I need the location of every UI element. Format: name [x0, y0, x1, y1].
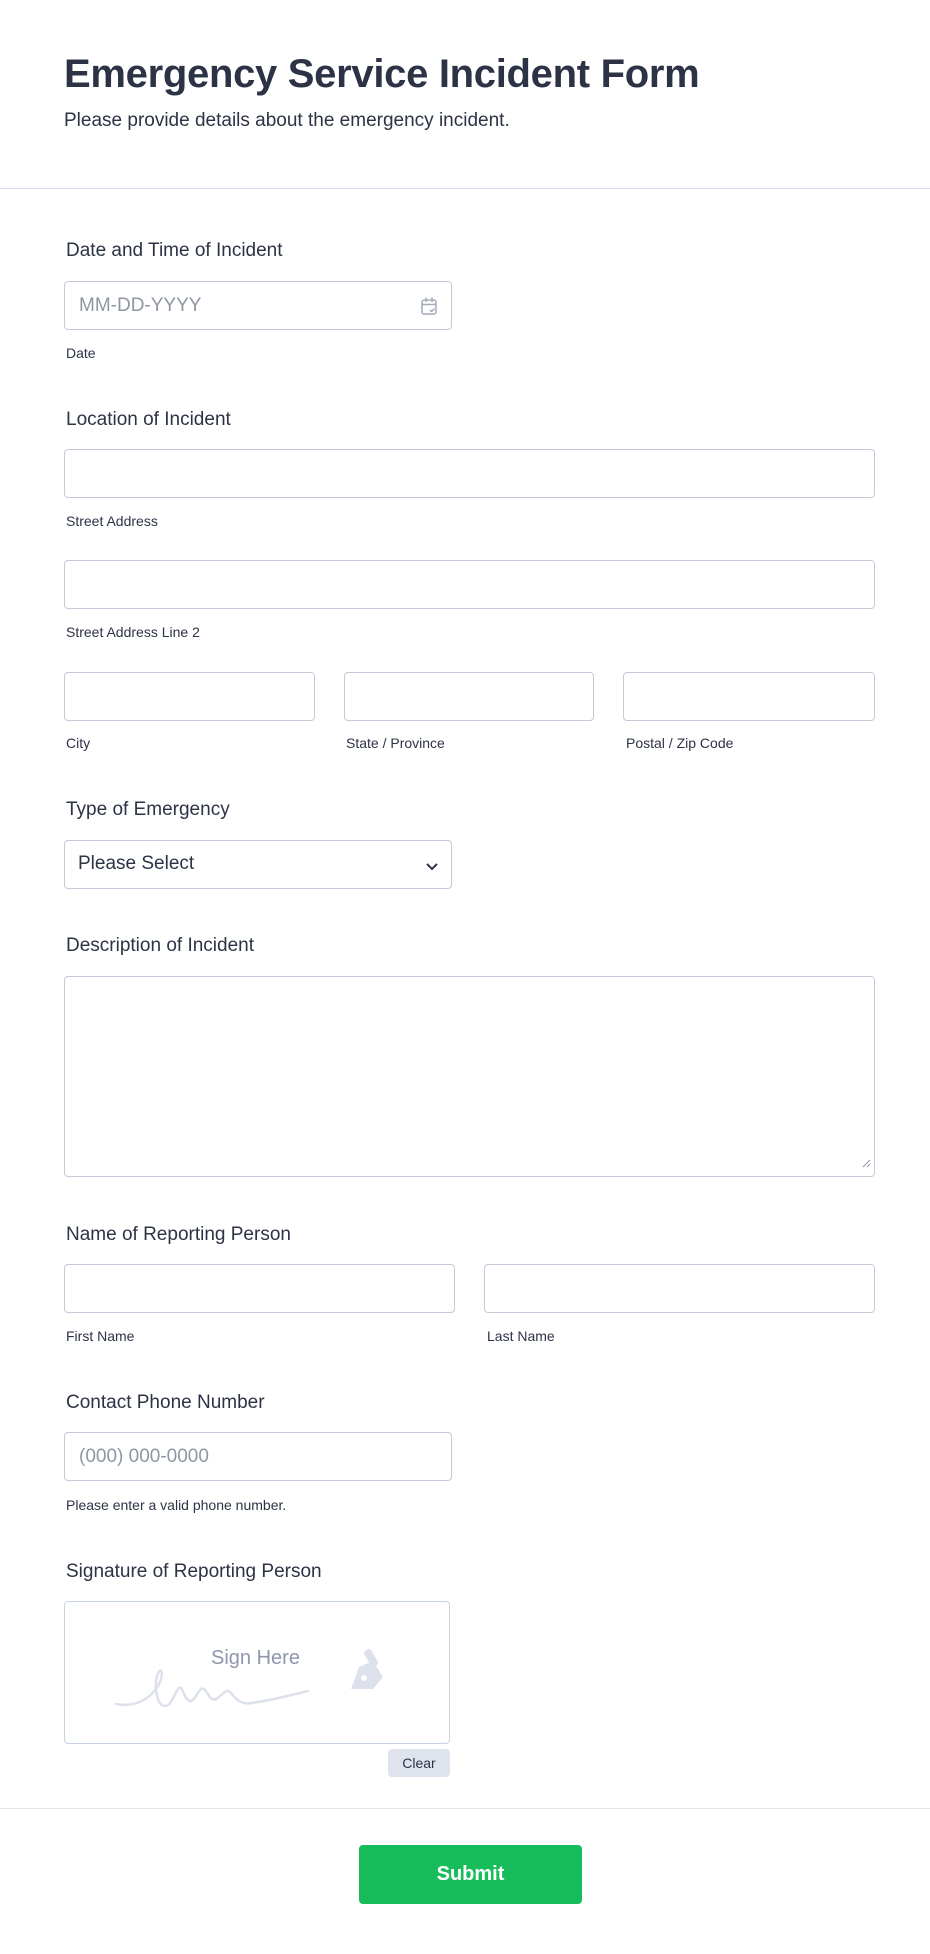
phone-helper-text: Please enter a valid phone number.: [66, 1497, 287, 1513]
emergency-type-selected: Please Select: [78, 853, 195, 874]
street-address-sublabel: Street Address: [66, 513, 158, 529]
street-address-line2-input[interactable]: [64, 560, 875, 609]
date-label: Date and Time of Incident: [66, 240, 283, 261]
chevron-down-icon: [425, 859, 439, 877]
state-input[interactable]: [344, 672, 594, 721]
emergency-type-select[interactable]: [64, 840, 452, 889]
street-address-line2-sublabel: Street Address Line 2: [66, 624, 200, 640]
description-label: Description of Incident: [66, 935, 254, 956]
phone-input[interactable]: [64, 1432, 452, 1481]
city-sublabel: City: [66, 735, 91, 751]
phone-label: Contact Phone Number: [66, 1392, 265, 1413]
signature-label: Signature of Reporting Person: [66, 1561, 322, 1582]
date-placeholder: MM-DD-YYYY: [79, 295, 202, 316]
zip-sublabel: Postal / Zip Code: [626, 735, 734, 751]
street-address-input[interactable]: [64, 449, 875, 498]
page-subtitle: Please provide details about the emergency incident.: [64, 110, 510, 131]
first-name-sublabel: First Name: [66, 1328, 135, 1344]
date-sublabel: Date: [66, 345, 96, 361]
phone-placeholder: (000) 000-0000: [79, 1446, 209, 1467]
calendar-icon[interactable]: [420, 296, 438, 321]
footer-divider: [0, 1808, 930, 1809]
location-label: Location of Incident: [66, 409, 231, 430]
first-name-input[interactable]: [64, 1264, 455, 1313]
name-label: Name of Reporting Person: [66, 1224, 291, 1245]
zip-input[interactable]: [623, 672, 875, 721]
city-input[interactable]: [64, 672, 315, 721]
description-textarea[interactable]: [64, 976, 875, 1177]
header-divider: [0, 188, 930, 189]
last-name-sublabel: Last Name: [487, 1328, 555, 1344]
page-title: Emergency Service Incident Form: [64, 52, 700, 96]
last-name-input[interactable]: [484, 1264, 875, 1313]
submit-button[interactable]: Submit: [359, 1845, 582, 1904]
clear-signature-button[interactable]: Clear: [388, 1749, 450, 1777]
signature-pad[interactable]: [64, 1601, 450, 1744]
resize-handle-icon[interactable]: [862, 1155, 871, 1173]
date-input[interactable]: [64, 281, 452, 330]
signature-placeholder: Sign Here: [211, 1647, 300, 1669]
state-sublabel: State / Province: [346, 735, 445, 751]
signature-pen-icon: [113, 1647, 403, 1712]
emergency-type-label: Type of Emergency: [66, 799, 230, 820]
